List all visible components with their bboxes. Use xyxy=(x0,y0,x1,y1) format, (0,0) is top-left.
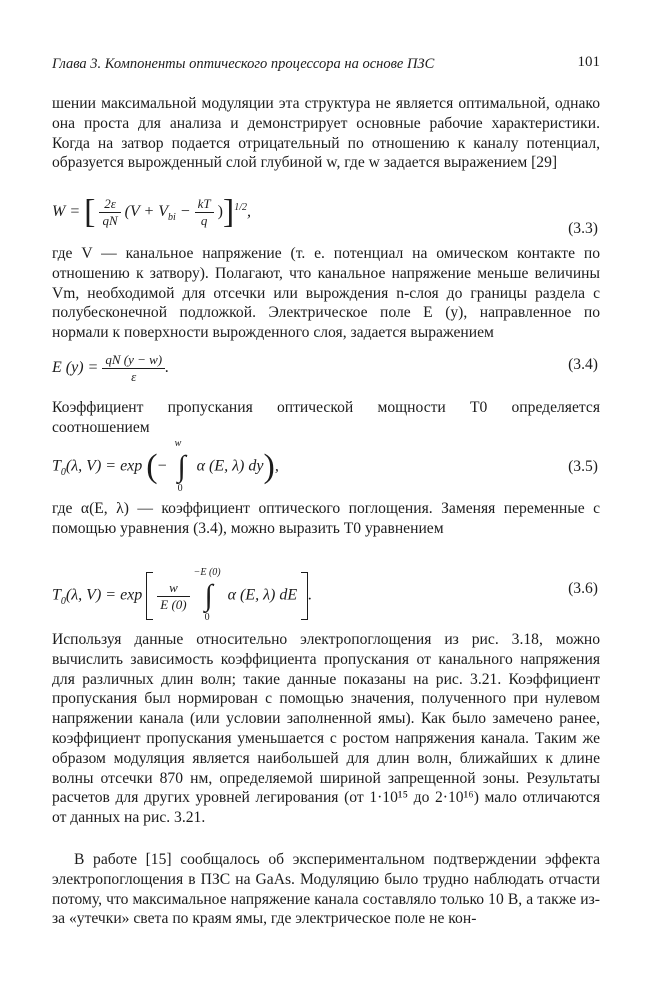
eq34-lhs: E (y) = xyxy=(52,359,99,377)
eq33-lhs: W = xyxy=(52,203,81,221)
paragraph-4: где α(E, λ) — коэффициент оптического поглощения. Заменяя переменные с помощью уравнения (3.4), можно выразить T0 уравнением xyxy=(52,500,600,537)
eq33-inner: ($V + V_{bi}$ − xyxy=(124,203,191,224)
paragraph-6: В работе [15] сообщалось об экспериментальном подтверждении эффекта электропоглощения в ПЗС на GaAs. Модуляцию было трудно наблюдать отчасти потому, что максимальное напряжение канала составляло только 10 В, а также из-за «утечки» света по краям ямы, где электрическое поле не кон- xyxy=(52,851,600,928)
eq36-integral: −E (0) ∫ 0 xyxy=(193,567,221,623)
eq34-frac-den: ε xyxy=(131,369,137,384)
eq33-frac-den: qN xyxy=(102,213,118,228)
paragraph-3: Коэффициент пропускания оптической мощности T0 определяется соотношением xyxy=(52,399,600,436)
eq35-number: (3.5) xyxy=(568,458,598,475)
eq36-integrand: α (E, λ) dE xyxy=(227,586,298,604)
equation-3-3: W = [ $\frac{2\varepsilon}{qN}$ ($V + V_{bi}$ − $\frac{kT}{q}$ )]$^{1/2}$, xyxy=(52,193,252,231)
eq33-frac2-num: kT xyxy=(195,196,214,213)
eq35-integral: w ∫ 0 xyxy=(174,438,186,494)
equation-3-5: $T_0(\lambda$, V) = exp (− w ∫ 0 α (E, λ) dy), xyxy=(52,438,279,494)
eq33-bracket-open: [ xyxy=(84,193,96,231)
paragraph-1: шении максимальной модуляции эта структура не является оптимальной, однако она проста для анализа и демонстрирует основные рабочие характеристики. Когда на затвор подается отрицательный по отношению к каналу потенциал, образуется вырожденный слой глубиной w, где w задается выражением [29] xyxy=(52,95,600,172)
equation-3-4: E (y) = $\frac{qN (y - w)}{\varepsilon}$ . xyxy=(52,352,170,384)
eq33-frac-num: 2ε xyxy=(99,196,120,213)
eq36-number: (3.6) xyxy=(568,580,598,597)
running-header xyxy=(52,54,600,78)
equation-3-6: $T_0(\lambda$, V) = exp $\frac{w}{E (0)}$ −E (0) ∫ 0 α (E, λ) dE . xyxy=(52,567,313,623)
page-number: 101 xyxy=(577,54,600,70)
eq33-bracket-close: ] xyxy=(222,193,235,231)
eq35-lhs-args: (λ, V) = exp xyxy=(65,457,143,475)
eq33-fraction-2 xyxy=(195,196,214,229)
eq33-fraction xyxy=(99,196,120,229)
eq33-exponent: 1/2 xyxy=(234,201,248,213)
eq36-lhs-args: (λ, V) = exp xyxy=(65,586,143,604)
eq36-bracket-open xyxy=(146,572,153,620)
eq35-integrand: α (E, λ) dy xyxy=(196,457,264,475)
eq34-frac-num: qN (y − w) xyxy=(102,352,165,369)
paragraph-5: Используя данные относительно электропоглощения из рис. 3.18, можно вычислить зависимость коэффициента пропускания от канального напряжения для различных длин волн; такие данные показаны на рис. 3.21. Коэффициент пропускания был нормирован с помощью значения, полученного при нулевом напряжении канала (или условии заполненной ямы). Как было замечено ранее, коэффициент пропускания уменьшается с ростом напряжения канала. Таким же образом модуляция является наибольшей для длин волн, ближайших к длине волны отсечки 870 нм, определяемой шириной запрещенной зоны. Результаты расчетов для других уровней легирования (от 1·10¹⁵ до 2·10¹⁶) мало отличаются от данных на рис. 3.21. xyxy=(52,631,600,827)
eq34-number: (3.4) xyxy=(568,356,598,373)
eq34-fraction xyxy=(102,352,165,385)
eq33-number: (3.3) xyxy=(568,220,598,237)
chapter-title: Глава 3. Компоненты оптического процессора на основе ПЗС xyxy=(52,56,435,72)
eq36-fraction: $\frac{w}{E (0)}$ xyxy=(157,580,189,613)
paragraph-2: где V — канальное напряжение (т. е. потенциал на омическом контакте по отношению к затвору). Полагают, что канальное напряжение меньше величины Vm, необходимой для отсечки или вырождения n-слоя до границы раздела с полубесконечной подложкой. Электрическое поле E (y), направленное по нормали к поверхности вырожденного слоя, задается выражением xyxy=(52,245,600,342)
eq33-frac2-den: q xyxy=(200,213,208,228)
